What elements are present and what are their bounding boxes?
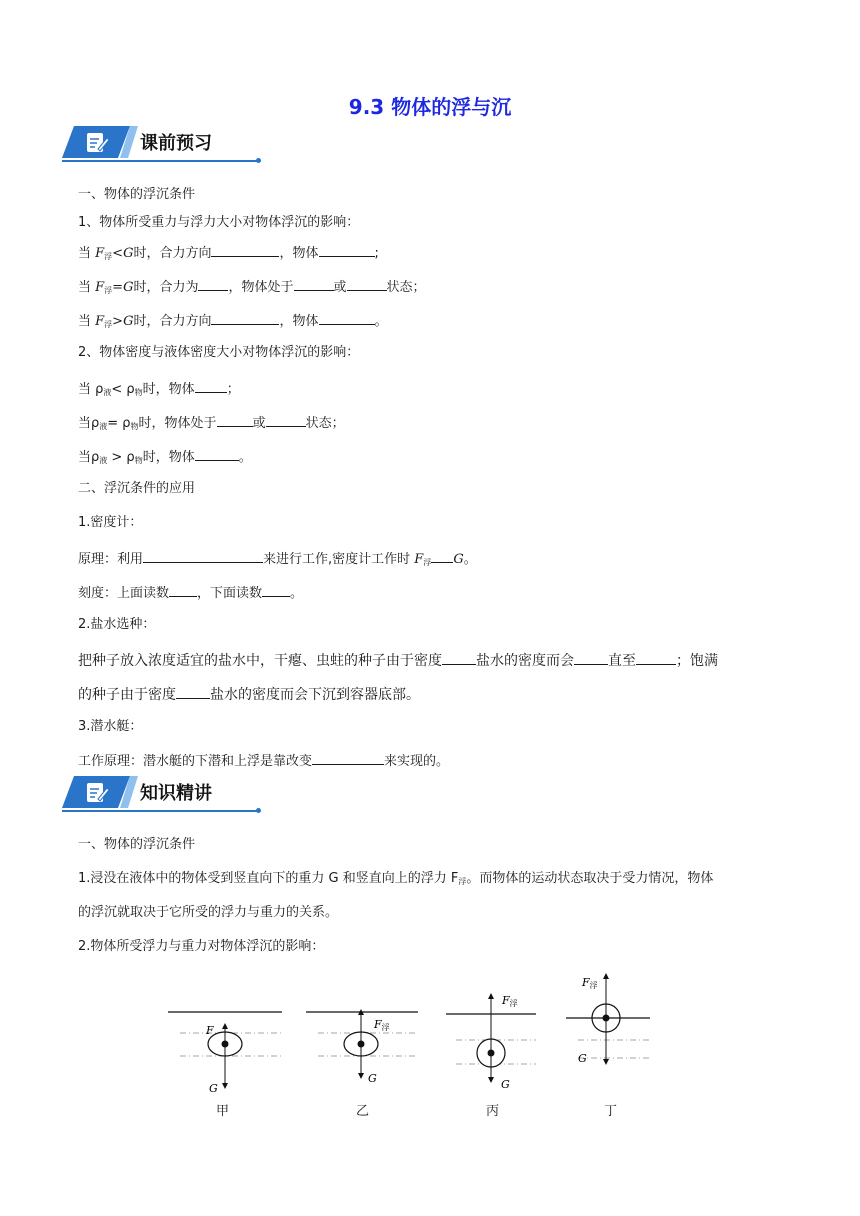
caption-yi: 乙 xyxy=(356,1104,370,1119)
banner-dot xyxy=(256,158,261,163)
condition-line-1: 当 $F_浮<G$时，合力方向 ，物体 ; xyxy=(78,242,379,266)
section-heading: 课前预习 xyxy=(140,133,212,154)
section-banner-knowledge xyxy=(62,776,262,812)
section-banner-preview xyxy=(62,126,262,162)
condition-line-3: 当 $F_浮>G$时，合力方向 ，物体 。 xyxy=(78,310,388,334)
page-title: 9.3 物体的浮与沉 xyxy=(348,95,512,119)
section-heading: 知识精讲 xyxy=(140,783,212,804)
diagram-case-ding xyxy=(566,976,650,1065)
hydrometer-principle: 原理：利用 来进行工作,密度计工作时 $F_浮$ G。 xyxy=(78,548,477,572)
notepad-pencil-icon xyxy=(84,779,110,805)
density-line-3: 当$\rho_液 > \rho_物$时，物体 。 xyxy=(78,446,252,470)
diagram-case-yi xyxy=(306,1012,418,1085)
caption-jia: 甲 xyxy=(216,1104,230,1119)
condition-line-2: 当 $F_浮=G$时，合力为 ，物体处于 或 状态； xyxy=(78,276,426,300)
heading-applications: 二、浮沉条件的应用 xyxy=(78,481,196,496)
knowledge-para-2: 2.物体所受浮力与重力对物体浮沉的影响： xyxy=(78,939,325,954)
svg-text:F浮: F浮 xyxy=(374,1018,390,1032)
svg-text:G: G xyxy=(368,1072,377,1085)
knowledge-heading: 一、物体的浮沉条件 xyxy=(78,837,196,852)
buoyancy-diagram xyxy=(160,970,660,1120)
svg-text:G: G xyxy=(501,1078,510,1091)
density-line-1: 当 $\rho_液< \rho_物$时，物体 ； xyxy=(78,378,240,402)
density-line-2: 当$\rho_液= \rho_物$时，物体处于 或 状态； xyxy=(78,412,345,436)
hydrometer-scale: 刻度：上面读数 ，下面读数 。 xyxy=(78,582,303,603)
label-g: G xyxy=(209,1082,218,1095)
svg-text:F浮: F浮 xyxy=(502,994,518,1008)
svg-text:F浮: F浮 xyxy=(582,976,598,990)
caption-ding: 丁 xyxy=(604,1104,618,1119)
app-seed-selection: 2.盐水选种： xyxy=(78,617,156,632)
caption-bing: 丙 xyxy=(486,1104,500,1119)
banner-dot xyxy=(256,808,261,813)
banner-underline xyxy=(62,160,258,162)
app-hydrometer: 1.密度计： xyxy=(78,515,143,530)
submarine-text: 工作原理：潜水艇的下潜和上浮是靠改变 来实现的。 xyxy=(78,750,449,771)
heading-conditions: 一、物体的浮沉条件 xyxy=(78,187,196,202)
label-f: F xyxy=(206,1024,214,1037)
knowledge-para-1: 1.浸没在液体中的物体受到竖直向下的重力 G 和竖直向上的浮力 $F_浮$。而物体的运动状态取决于受力情况，物体 xyxy=(78,871,714,886)
diagram-case-bing xyxy=(446,994,536,1091)
question-2: 2、物体密度与液体密度大小对物体浮沉的影响： xyxy=(78,345,360,360)
diagram-case-jia xyxy=(168,1012,282,1095)
banner-underline xyxy=(62,810,258,812)
seed-text-1: 把种子放入浓度适宜的盐水中，干瘪、虫蛀的种子由于密度 盐水的密度而会 直至 ；饱满 xyxy=(78,650,718,670)
knowledge-para-1-cont: 的浮沉就取决于它所受的浮力与重力的关系。 xyxy=(78,905,339,920)
svg-text:G: G xyxy=(578,1052,587,1065)
question-1: 1、物体所受重力与浮力大小对物体浮沉的影响： xyxy=(78,215,360,230)
seed-text-2: 的种子由于密度 盐水的密度而会下沉到容器底部。 xyxy=(78,684,420,704)
app-submarine: 3.潜水艇： xyxy=(78,719,143,734)
notepad-pencil-icon xyxy=(84,129,110,155)
